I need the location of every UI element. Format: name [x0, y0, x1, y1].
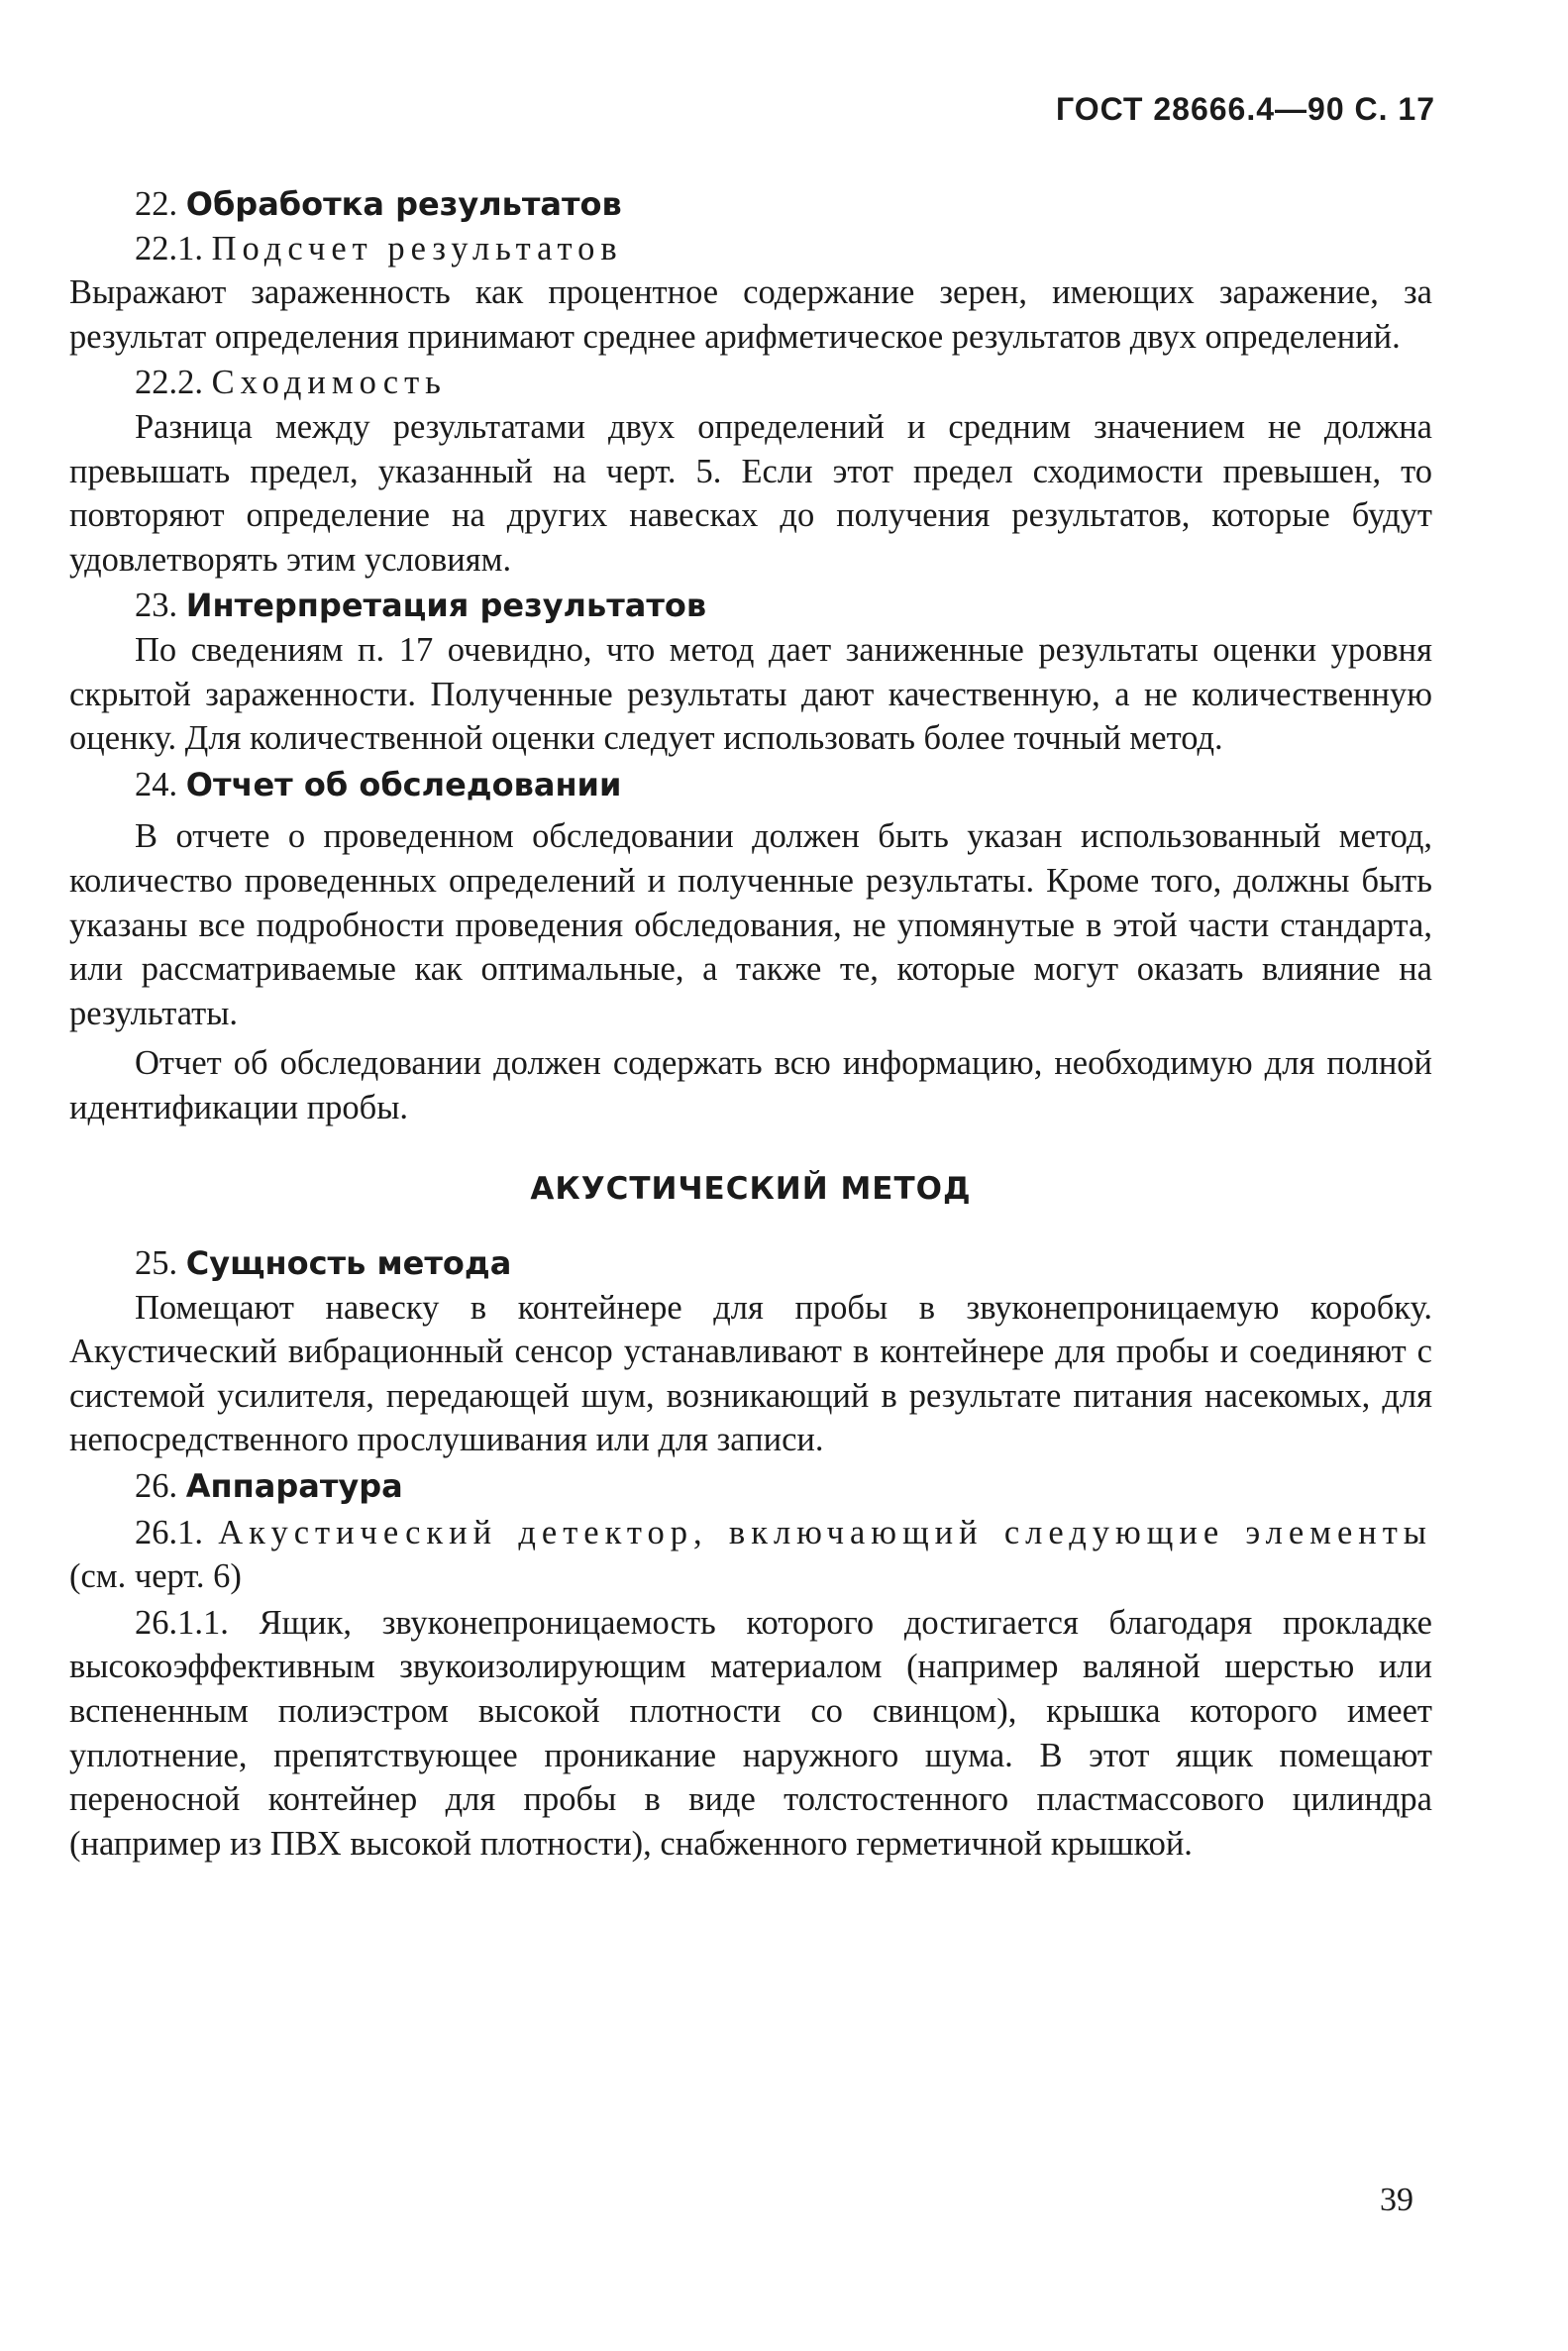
paragraph-22-1: Выражают зараженность как процентное содержание зерен, имеющих заражение, за результат определения принимают среднее арифметическое результатов двух определений.	[69, 273, 1432, 356]
heading-22-2	[69, 361, 1432, 405]
heading-23	[69, 584, 1432, 628]
heading-24-number: 24.	[135, 765, 178, 803]
section-title-acoustic: АКУСТИЧЕСКИЙ МЕТОД	[530, 1171, 972, 1208]
paragraph-26-1-1-text: Ящик, звуконепроницаемость которого достигается благодаря прокладке высокоэффективным звукоизолирующим материалом (например валяной шерстью или вспененным полиэстром высокой плотности со свинцом), крышка которого имеет уплотнение, препятствующее проникание наружного шума. В этот ящик помещают переносной контейнер для пробы в виде толстостенного пластмассового цилиндра (например из ПВХ высокой плотности), снабженного герметичной крышкой.	[69, 1603, 1432, 1863]
heading-26-1	[69, 1511, 1432, 1599]
paragraph-23: По сведениям п. 17 очевидно, что метод дает заниженные результаты оценки уровня скрытой зараженности. Полученные результаты дают качественную, а не количественную оценку. Для количественной оценки следует использовать более точный метод.	[69, 630, 1432, 758]
heading-26-number: 26.	[135, 1467, 178, 1506]
heading-26-title: Аппаратура	[185, 1467, 403, 1506]
heading-24	[69, 763, 1432, 807]
heading-22-1	[69, 227, 1432, 271]
heading-23-number: 23.	[135, 587, 178, 625]
heading-25-title: Сущность метода	[185, 1244, 512, 1283]
heading-23-title: Интерпретация результатов	[185, 587, 707, 625]
heading-22-1-number: 22.1.	[135, 229, 203, 267]
paragraph-25: Помещают навеску в контейнере для пробы в звуконепроницаемую коробку. Акустический вибрационный сенсор устанавливают в контейнере для пробы и соединяют с системой усилителя, передающей шум, возникающий в результате питания насекомых, для непосредственного прослушивания или для записи.	[69, 1288, 1432, 1459]
paragraph-26-1-1-number: 26.1.1.	[135, 1603, 229, 1642]
page-header: ГОСТ 28666.4—90 С. 17	[1056, 91, 1435, 127]
heading-22-1-title: Подсчет результатов	[211, 229, 623, 267]
heading-26-1-title: Акустический детектор, включающий следующие элементы	[218, 1513, 1432, 1551]
paragraph-24-2: Отчет об обследовании должен содержать всю информацию, необходимую для полной идентификации пробы.	[69, 1044, 1432, 1126]
heading-22-2-title: Сходимость	[211, 364, 447, 402]
paragraph-22-2: Разница между результатами двух определений и средним значением не должна превышать предел, указанный на черт. 5. Если этот предел сходимости превышен, то повторяют определение на других навесках до получения результатов, которые будут удовлетворять этим условиям.	[69, 407, 1432, 579]
heading-26-1-ref: (см. черт. 6)	[69, 1557, 242, 1596]
page-number: 39	[1380, 2182, 1413, 2218]
heading-26-1-number: 26.1.	[135, 1513, 203, 1551]
paragraph-26-1-1	[69, 1601, 1432, 1867]
paragraph-24-1: В отчете о проведенном обследовании должен быть указан использованный метод, количество проведенных определений и полученные результаты. Кроме того, должны быть указаны все подробности проведения обследования, не упомянутые в этой части стандарта, или рассматриваемые как оптимальные, а также те, которые могут оказать влияние на результаты.	[69, 817, 1432, 1032]
heading-22	[69, 182, 1432, 227]
heading-22-2-number: 22.2.	[135, 364, 203, 402]
heading-22-title: Обработка результатов	[185, 185, 622, 223]
heading-25-number: 25.	[135, 1244, 178, 1283]
heading-25	[69, 1241, 1432, 1286]
heading-22-number: 22.	[135, 185, 178, 223]
heading-26	[69, 1464, 1432, 1509]
heading-24-title: Отчет об обследовании	[185, 765, 622, 803]
page-content	[69, 182, 1432, 1866]
